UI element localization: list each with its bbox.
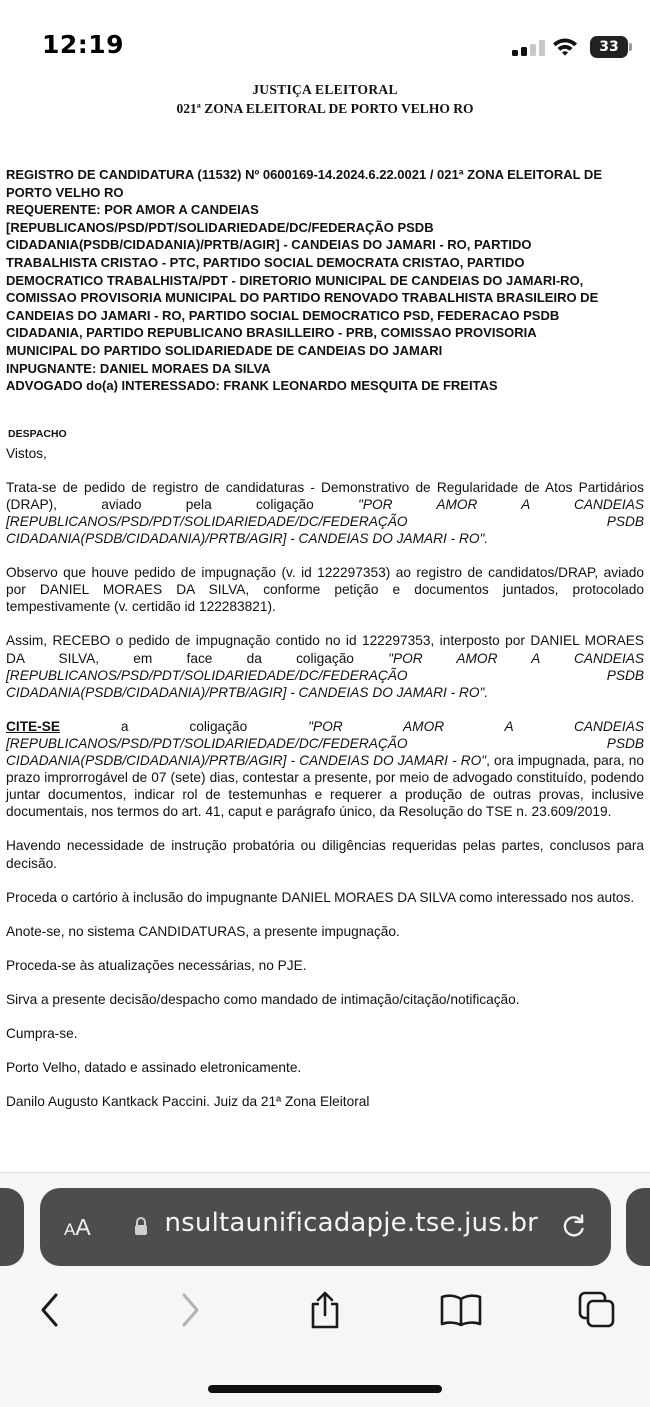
header-zone: 021ª ZONA ELEITORAL DE PORTO VELHO RO — [176, 101, 474, 116]
coalition-name: "POR AMOR A CANDEIAS [REPUBLICANOS/PSD/PDT/SOLIDARIEDADE/DC/FEDERAÇÃO PSDB CIDADANIA(PSDB/CIDADANIA)/PRTB/AGIR] - CANDEIAS DO JAMARI - RO". — [6, 650, 645, 700]
document-header — [6, 80, 644, 118]
paragraph-mandado: Sirva a presente decisão/despacho como mandado de intimação/citação/notificação. — [6, 991, 520, 1007]
paragraph-drap — [6, 479, 644, 547]
tabs-button[interactable] — [575, 1288, 619, 1332]
case-line: ADVOGADO do(a) INTERESSADO: FRANK LEONARDO MESQUITA DE FREITAS — [6, 378, 498, 394]
status-time: 12:19 — [42, 30, 125, 59]
bookmarks-icon — [439, 1293, 483, 1327]
paragraph-signature: Danilo Augusto Kantkack Paccini. Juiz da 21ª Zona Eleitoral — [6, 1094, 370, 1110]
case-line: INPUGNANTE: DANIEL MORAES DA SILVA — [6, 360, 271, 376]
paragraph-location: Porto Velho, datado e assinado eletronicamente. — [6, 1060, 302, 1076]
reload-icon[interactable] — [560, 1212, 588, 1240]
case-line: CIDADANIA(PSDB/CIDADANIA)/PRTB/AGIR] - CANDEIAS DO JAMARI - RO, PARTIDO — [6, 237, 532, 253]
tabs-icon — [577, 1290, 617, 1330]
case-line: CANDEIAS DO JAMARI - RO, PARTIDO SOCIAL DEMOCRATICO PSD, FEDERACAO PSDB — [6, 307, 560, 323]
signal-icon — [512, 40, 546, 56]
case-line: [REPUBLICANOS/PSD/PDT/SOLIDARIEDADE/DC/FEDERAÇÃO PSDB — [6, 219, 434, 235]
header-court: JUSTIÇA ELEITORAL — [252, 82, 398, 97]
reader-aa-button[interactable]: AA — [64, 1214, 91, 1240]
bookmarks-button[interactable] — [439, 1288, 483, 1332]
forward-button[interactable] — [168, 1288, 212, 1332]
browser-toolbar — [0, 1278, 650, 1348]
paragraph-text: a coligação — [60, 718, 309, 734]
paragraph-impugnacao: Observo que houve pedido de impugnação (v. id 122297353) ao registro de candidatos/DRAP, aviado por DANIEL MORAES DA SILVA, conforme petição e documentos juntados, protocolado tempestivamente (v. certidão id 122283821). — [6, 565, 644, 615]
paragraph-anote: Anote-se, no sistema CANDIDATURAS, a presente impugnação. — [6, 923, 400, 939]
previous-tab-card[interactable] — [0, 1188, 24, 1266]
despacho-label: DESPACHO — [8, 427, 67, 440]
case-line: MUNICIPAL DO PARTIDO SOLIDARIEDADE DE CANDEIAS DO JAMARI — [6, 342, 443, 358]
paragraph-text: , ora impugnada, para, no prazo improrrogável de 07 (sete) dias, contestar a presente, por meio de advogado constituído, podendo juntar documentos, indicar rol de testemunhas e requerer a produção de outras provas, inclusive documentais, nos termos do art. 41, caput e parágrafo único, da Resolução do TSE n. 23.609/2019. — [6, 753, 644, 820]
status-bar — [0, 0, 650, 92]
document — [6, 80, 644, 1110]
coalition-name: "POR AMOR A CANDEIAS [REPUBLICANOS/PSD/PDT/SOLIDARIEDADE/DC/FEDERAÇÃO PSDB CIDADANIA(PSDB/CIDADANIA)/PRTB/AGIR] - CANDEIAS DO JAMARI - RO". — [6, 496, 644, 547]
paragraph-pje: Proceda-se às atualizações necessárias, no PJE. — [6, 957, 307, 973]
case-info — [6, 166, 644, 395]
battery-tip — [629, 43, 632, 51]
case-line: PORTO VELHO RO — [6, 184, 124, 200]
case-line: DEMOCRATICO TRABALHISTA/PDT - DIRETORIO MUNICIPAL DE CANDEIAS DO JAMARI-RO, — [6, 272, 584, 288]
back-button[interactable] — [28, 1288, 72, 1332]
battery-icon: 33 — [590, 36, 628, 58]
case-line: REQUERENTE: POR AMOR A CANDEIAS — [6, 202, 259, 218]
back-icon — [38, 1292, 62, 1328]
paragraph-recebo — [6, 632, 644, 700]
case-line: CIDADANIA, PARTIDO REPUBLICANO BRASILLEIRO - PRB, COMISSAO PROVISORIA — [6, 325, 537, 341]
case-line: TRABALHISTA CRISTAO - PTC, PARTIDO SOCIAL DEMOCRATA CRISTAO, PARTIDO — [6, 254, 525, 270]
share-icon — [307, 1290, 343, 1330]
coalition-name: "POR AMOR A CANDEIAS [REPUBLICANOS/PSD/PDT/SOLIDARIEDADE/DC/FEDERAÇÃO PSDB CIDADANIA(PSDB/CIDADANIA)/PRTB/AGIR] - CANDEIAS DO JAMARI - RO" — [6, 718, 644, 769]
case-line: REGISTRO DE CANDIDATURA (11532) Nº 0600169-14.2024.6.22.0021 / 021ª ZONA ELEITORAL DE — [6, 167, 602, 182]
lock-icon — [133, 1216, 149, 1236]
address-bar[interactable] — [40, 1188, 611, 1266]
paragraph-cite — [6, 718, 644, 821]
url-text[interactable]: nsultaunificadapje.tse.jus.br — [156, 1208, 539, 1238]
share-button[interactable] — [303, 1288, 347, 1332]
paragraph-cumpra: Cumpra-se. — [6, 1025, 78, 1041]
vistos-paragraph: Vistos, — [6, 445, 47, 461]
paragraph-text: Trata-se de pedido de registro de candidaturas - Demonstrativo de Regularidade de Atos Partidários (DRAP), aviado pela coligação — [6, 479, 644, 512]
paragraph-instrucao: Havendo necessidade de instrução probatória ou diligências requeridas pelas partes, conclusos para decisão. — [6, 838, 644, 871]
forward-icon — [178, 1292, 202, 1328]
case-line: COMISSAO PROVISORIA MUNICIPAL DO PARTIDO RENOVADO TRABALHISTA BRASILEIRO DE — [6, 290, 599, 306]
wifi-icon — [552, 36, 578, 58]
next-tab-card[interactable] — [626, 1188, 650, 1266]
home-indicator[interactable] — [208, 1385, 442, 1393]
paragraph-text: Assim, RECEBO o pedido de impugnação contido no id 122297353, interposto por DANIEL MORAES DA SILVA, em face da coligação — [6, 633, 644, 666]
cite-se-label: CITE-SE — [6, 718, 60, 734]
paragraph-cartorio: Proceda o cartório à inclusão do impugnante DANIEL MORAES DA SILVA como interessado nos autos. — [6, 889, 635, 905]
